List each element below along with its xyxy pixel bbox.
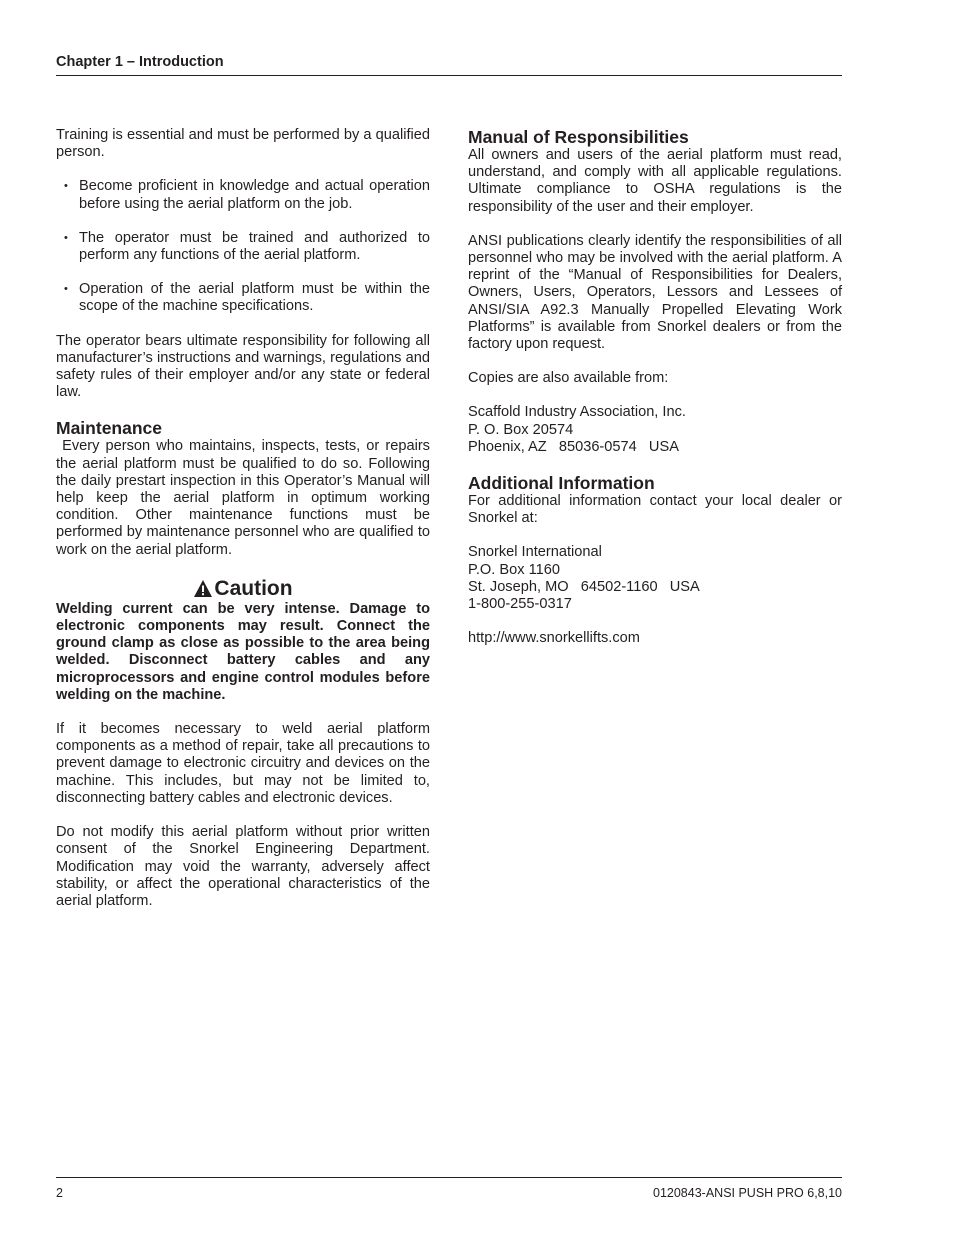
caution-paragraph: Welding current can be very intense. Damage to electronic components may result. Connect the ground clamp as close as possible to the area being welded. Disconnect battery cables and any microprocessors and engine control modules before welding on the machine. bbox=[56, 600, 430, 703]
manual-paragraph: All owners and users of the aerial platform must read, understand, and comply with all applicable regulations. Ultimate compliance to OSHA regulations is the responsibility of the user and their employer. bbox=[468, 147, 842, 215]
modification-paragraph: Do not modify this aerial platform without prior written consent of the Snorkel Engineering Department. Modification may void the warranty, adversely affect stability, or affect the operational characteristics of the aerial platform. bbox=[56, 824, 430, 909]
left-column bbox=[56, 127, 435, 927]
header-rule bbox=[56, 75, 842, 76]
training-paragraph: Training is essential and must be performed by a qualified person. bbox=[56, 127, 430, 161]
additional-paragraph: For additional information contact your local dealer or Snorkel at: bbox=[468, 493, 842, 527]
bullet-icon: • bbox=[64, 231, 68, 244]
copies-paragraph: Copies are also available from: bbox=[468, 370, 669, 387]
snorkel-address: Snorkel International P.O. Box 1160 St. Joseph, MO 64502-1160 USA 1-800-255-0317 bbox=[468, 544, 700, 613]
warning-triangle-icon bbox=[193, 579, 213, 598]
chapter-header: Chapter 1 – Introduction bbox=[56, 54, 224, 70]
document-id: 0120843-ANSI PUSH PRO 6,8,10 bbox=[653, 1186, 842, 1200]
bullet-item: • The operator must be trained and authorized to perform any functions of the aerial platform. bbox=[64, 229, 430, 264]
bullet-icon: • bbox=[64, 283, 68, 296]
saia-address: Scaffold Industry Association, Inc. P. O. Box 20574 Phoenix, AZ 85036-0574 USA bbox=[468, 404, 686, 455]
website-link[interactable]: http://www.snorkellifts.com bbox=[468, 630, 640, 647]
responsibility-paragraph: The operator bears ultimate responsibility for following all manufacturer’s instructions and warnings, regulations and safety rules of their employer and/or any state or federal law. bbox=[56, 332, 430, 401]
footer-rule bbox=[56, 1177, 842, 1178]
welding-paragraph: If it becomes necessary to weld aerial platform components as a method of repair, take all precautions to prevent damage to electronic circuitry and devices on the machine. This includes, but may not be limited to, disconnecting battery cables and electronic devices. bbox=[56, 721, 430, 806]
additional-heading: Additional Information bbox=[468, 473, 655, 494]
maintenance-heading: Maintenance bbox=[56, 418, 162, 439]
right-column bbox=[468, 127, 842, 664]
ansi-paragraph: ANSI publications clearly identify the responsibilities of all personnel who may be involved with the aerial platform. A reprint of the “Manual of Responsibilities for Dealers, Owners, Users, Operators, Lessors and Lessees of ANSI/SIA A92.3 Manually Propelled Elevating Work Platforms” is available from Snorkel dealers or from the factory upon request. bbox=[468, 232, 842, 353]
training-bullets bbox=[56, 178, 430, 315]
caution-heading: Caution bbox=[56, 577, 430, 601]
maintenance-paragraph: Every person who maintains, inspects, tests, or repairs the aerial platform must be qualified to do so. Following the daily prestart inspection in this Operator’s Manual will help keep the aerial platform in optimum working condition. Other maintenance functions must be performed by maintenance personnel who are qualified to work on the aerial platform. bbox=[56, 438, 435, 558]
bullet-icon: • bbox=[64, 180, 68, 193]
page-number: 2 bbox=[56, 1186, 63, 1200]
manual-heading: Manual of Responsibilities bbox=[468, 127, 689, 147]
bullet-item: • Become proficient in knowledge and actual operation before using the aerial platform on the job. bbox=[64, 178, 430, 212]
bullet-item: • Operation of the aerial platform must be within the scope of the machine specifications. bbox=[64, 281, 430, 315]
